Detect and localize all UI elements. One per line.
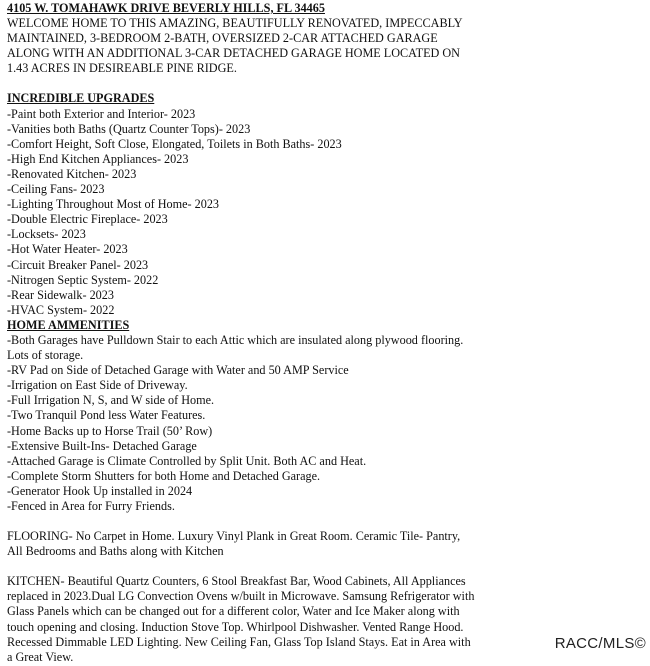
amenity-item: -Two Tranquil Pond less Water Features. [7, 408, 206, 423]
spacer [7, 514, 547, 529]
amenities-heading: HOME AMMENITIES [7, 317, 130, 332]
upgrade-item: -Hot Water Heater- 2023 [7, 242, 128, 257]
upgrade-item: -Rear Sidewalk- 2023 [7, 287, 114, 302]
amenity-item: -Fenced in Area for Furry Friends. [7, 499, 175, 513]
flooring-line: All Bedrooms and Baths along with Kitchen [7, 544, 224, 559]
upgrade-item: -Locksets- 2023 [7, 227, 86, 242]
amenity-item: -RV Pad on Side of Detached Garage with Water and 50 AMP Service [7, 363, 349, 378]
listing-document [7, 1, 547, 665]
intro-line: 1.43 ACRES IN DESIREABLE PINE RIDGE. [7, 61, 237, 76]
flooring-line: FLOORING- No Carpet in Home. Luxury Vinyl Plank in Great Room. Ceramic Tile- Pantry, [7, 529, 461, 544]
kitchen-line: Glass Panels which can be changed out for a different color, Water and Ice Maker along with [7, 604, 460, 619]
upgrade-item: -Comfort Height, Soft Close, Elongated, Toilets in Both Baths- 2023 [7, 136, 342, 151]
amenity-item: -Home Backs up to Horse Trail (50’ Row) [7, 423, 213, 438]
amenity-item: -Complete Storm Shutters for both Home and Detached Garage. [7, 468, 321, 483]
upgrade-item: -Vanities both Baths (Quartz Counter Tops)- 2023 [7, 121, 251, 136]
amenity-item: Lots of storage. [7, 348, 84, 363]
upgrade-item: -HVAC System- 2022 [7, 302, 115, 317]
upgrade-item: -Lighting Throughout Most of Home- 2023 [7, 197, 220, 212]
amenity-item: -Full Irrigation N, S, and W side of Home. [7, 393, 215, 408]
upgrade-item: -Nitrogen Septic System- 2022 [7, 272, 159, 287]
intro-line: MAINTAINED, 3-BEDROOM 2-BATH, OVERSIZED 2-CAR ATTACHED GARAGE [7, 31, 438, 46]
mls-watermark: RACC/MLS© [554, 635, 646, 652]
amenity-item: -Attached Garage is Climate Controlled by Split Unit. Both AC and Heat. [7, 453, 367, 468]
intro-line: WELCOME HOME TO THIS AMAZING, BEAUTIFULLY RENOVATED, IMPECCABLY [7, 16, 463, 31]
spacer [7, 76, 547, 91]
amenity-item: -Generator Hook Up installed in 2024 [7, 483, 193, 498]
upgrade-item: -Paint both Exterior and Interior- 2023 [7, 106, 196, 121]
upgrade-item: -Circuit Breaker Panel- 2023 [7, 257, 149, 272]
amenity-item: -Extensive Built-Ins- Detached Garage [7, 438, 197, 453]
spacer [7, 559, 547, 574]
amenity-item: -Both Garages have Pulldown Stair to each Attic which are insulated along plywood flooring. [7, 332, 464, 347]
upgrade-item: -Double Electric Fireplace- 2023 [7, 212, 168, 227]
upgrade-item: -Renovated Kitchen- 2023 [7, 166, 137, 181]
kitchen-line: KITCHEN- Beautiful Quartz Counters, 6 Stool Breakfast Bar, Wood Cabinets, All Appliances [7, 574, 466, 589]
kitchen-line: replaced in 2023.Dual LG Convection Ovens w/built in Microwave. Samsung Refrigerator with [7, 589, 475, 604]
amenities-list [7, 333, 547, 514]
amenity-item: -Irrigation on East Side of Driveway. [7, 378, 188, 393]
intro-paragraph [7, 16, 547, 76]
upgrade-item: -Ceiling Fans- 2023 [7, 182, 105, 197]
kitchen-line: Recessed Dimmable LED Lighting. New Ceiling Fan, Glass Top Island Stays. Eat in Area with [7, 634, 471, 649]
listing-address: 4105 W. TOMAHAWK DRIVE BEVERLY HILLS, FL 34465 [7, 1, 325, 15]
upgrade-item: -High End Kitchen Appliances- 2023 [7, 151, 189, 166]
kitchen-line: a Great View. [7, 649, 74, 664]
kitchen-paragraph [7, 574, 547, 665]
upgrades-heading: INCREDIBLE UPGRADES [7, 91, 155, 106]
flooring-paragraph [7, 529, 547, 559]
upgrades-list [7, 107, 547, 318]
kitchen-line: touch opening and closing. Induction Stove Top. Whirlpool Dishwasher. Vented Range Hood. [7, 619, 464, 634]
intro-line: ALONG WITH AN ADDITIONAL 3-CAR DETACHED GARAGE HOME LOCATED ON [7, 46, 460, 61]
